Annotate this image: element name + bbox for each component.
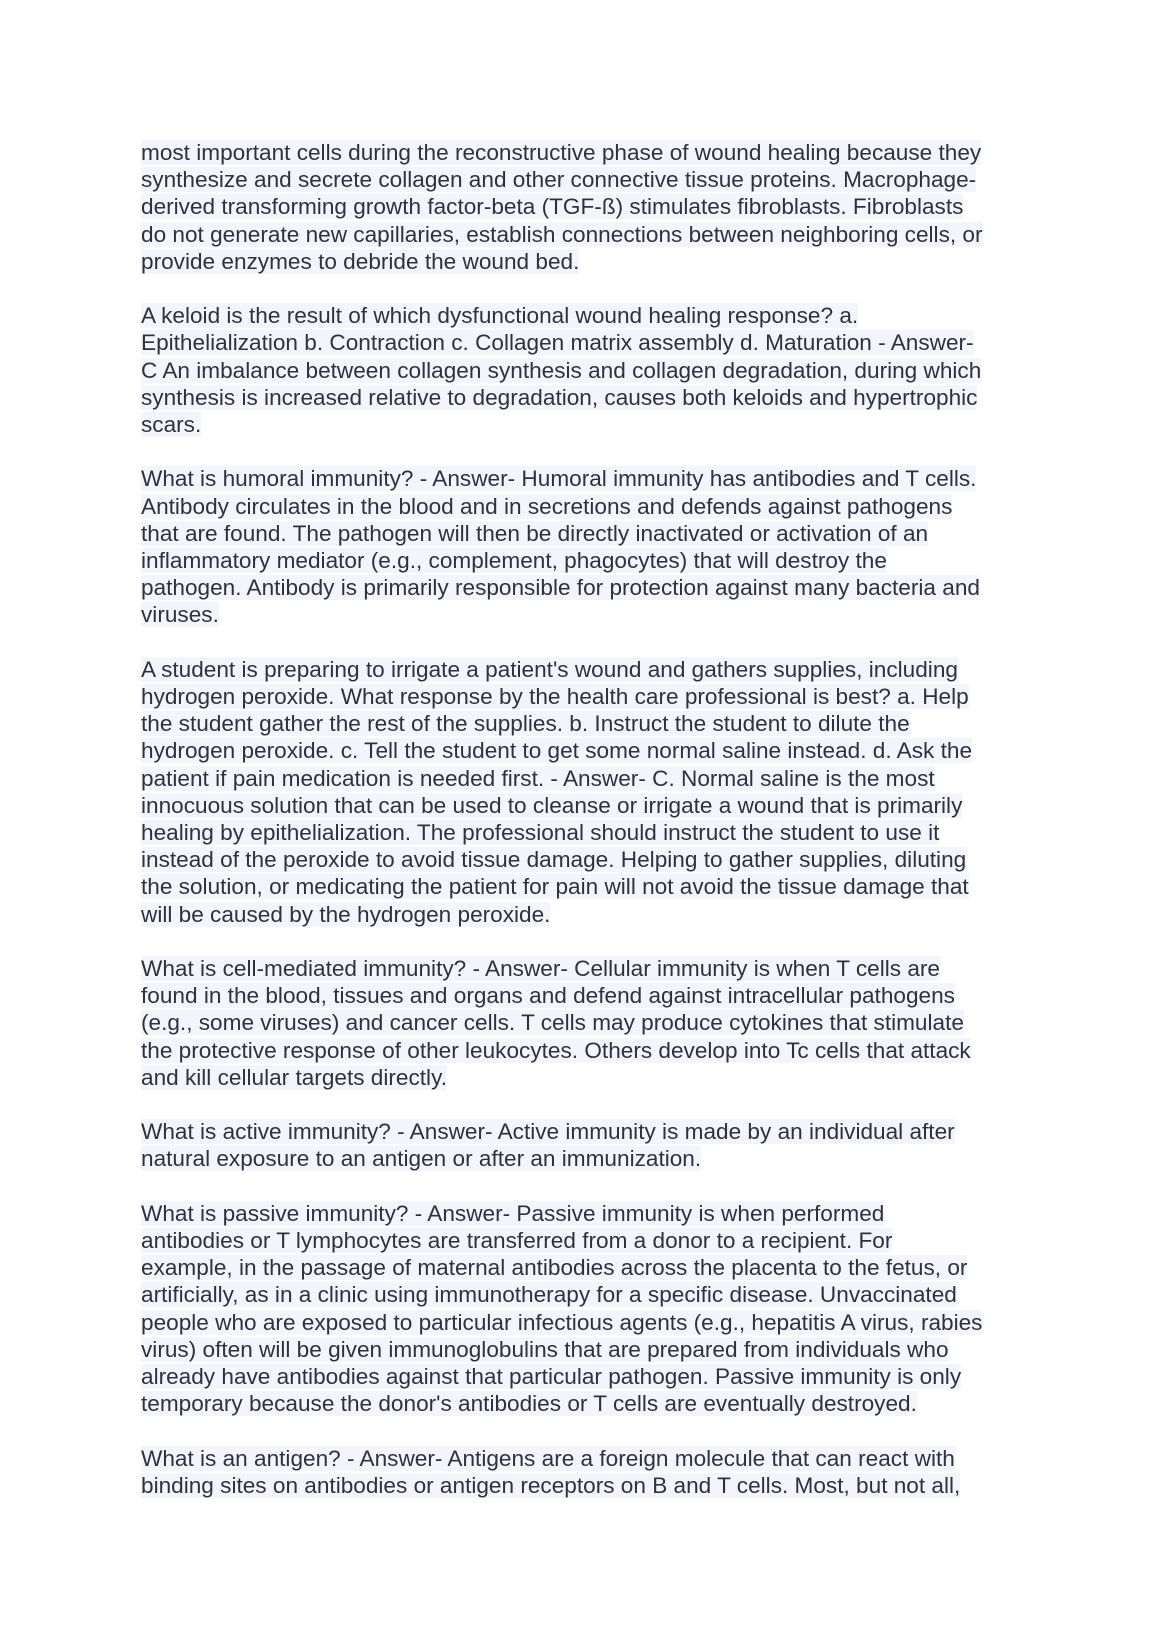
paragraph-wound-irrigation	[141, 656, 1025, 928]
text-line: What is an antigen? - Answer- Antigens are a foreign molecule that can react with	[141, 1445, 955, 1471]
text-line: A student is preparing to irrigate a patient's wound and gathers supplies, including	[141, 656, 958, 682]
paragraph-humoral-immunity	[141, 465, 1025, 628]
text-line: Epithelialization b. Contraction c. Collagen matrix assembly d. Maturation - Answer-	[141, 330, 974, 356]
paragraph-antigen	[141, 1445, 1025, 1499]
text-line: derived transforming growth factor-beta (TGF-ß) stimulates fibroblasts. Fibroblasts	[141, 194, 964, 220]
text-line: inflammatory mediator (e.g., complement, phagocytes) that will destroy the	[141, 548, 887, 574]
text-line: innocuous solution that can be used to cleanse or irrigate a wound that is primarily	[141, 792, 963, 818]
text-line: found in the blood, tissues and organs and defend against intracellular pathogens	[141, 983, 955, 1009]
text-line: What is humoral immunity? - Answer- Humoral immunity has antibodies and T cells.	[141, 466, 977, 492]
paragraph-passive-immunity	[141, 1200, 1025, 1418]
text-line: scars.	[141, 412, 202, 438]
text-line: already have antibodies against that particular pathogen. Passive immunity is only	[141, 1364, 962, 1390]
text-line: patient if pain medication is needed first. - Answer- C. Normal saline is the most	[141, 765, 935, 791]
paragraph-cell-mediated-immunity	[141, 955, 1025, 1091]
text-line: artificially, as in a clinic using immunotherapy for a specific disease. Unvaccinated	[141, 1282, 957, 1308]
text-line: pathogen. Antibody is primarily responsible for protection against many bacteria and	[141, 575, 980, 601]
text-line: A keloid is the result of which dysfunctional wound healing response? a.	[141, 303, 859, 329]
text-line: antibodies or T lymphocytes are transferred from a donor to a recipient. For	[141, 1228, 893, 1254]
paragraph-active-immunity	[141, 1118, 1025, 1172]
text-line: C An imbalance between collagen synthesis and collagen degradation, during which	[141, 357, 982, 383]
text-line: viruses.	[141, 602, 219, 628]
text-line: virus) often will be given immunoglobulins that are prepared from individuals who	[141, 1336, 949, 1362]
text-line: people who are exposed to particular infectious agents (e.g., hepatitis A virus, rabies	[141, 1309, 983, 1335]
text-line: healing by epithelialization. The professional should instruct the student to use it	[141, 820, 940, 846]
text-line: instead of the peroxide to avoid tissue damage. Helping to gather supplies, diluting	[141, 847, 967, 873]
text-line: synthesize and secrete collagen and other connective tissue proteins. Macrophage-	[141, 167, 977, 193]
text-line: temporary because the donor's antibodies or T cells are eventually destroyed.	[141, 1391, 917, 1417]
text-line: do not generate new capillaries, establish connections between neighboring cells, or	[141, 221, 983, 247]
text-line: and kill cellular targets directly.	[141, 1064, 447, 1090]
text-line: (e.g., some viruses) and cancer cells. T cells may produce cytokines that stimulate	[141, 1010, 964, 1036]
text-line: most important cells during the reconstructive phase of wound healing because they	[141, 140, 982, 165]
paragraph-keloid-question	[141, 302, 1025, 438]
document-page	[141, 139, 1025, 1526]
paragraph-fibroblasts	[141, 139, 1025, 275]
text-line: synthesis is increased relative to degradation, causes both keloids and hypertrophic	[141, 384, 978, 410]
text-line: example, in the passage of maternal antibodies across the placenta to the fetus, or	[141, 1255, 968, 1281]
text-line: that are found. The pathogen will then be directly inactivated or activation of an	[141, 520, 929, 546]
text-line: will be caused by the hydrogen peroxide.	[141, 901, 551, 927]
text-line: the student gather the rest of the supplies. b. Instruct the student to dilute the	[141, 711, 910, 737]
text-line: the solution, or medicating the patient for pain will not avoid the tissue damage that	[141, 874, 969, 900]
text-line: natural exposure to an antigen or after an immunization.	[141, 1146, 702, 1172]
text-line: What is active immunity? - Answer- Active immunity is made by an individual after	[141, 1119, 955, 1145]
text-line: What is passive immunity? - Answer- Passive immunity is when performed	[141, 1200, 885, 1226]
text-line: provide enzymes to debride the wound bed.	[141, 248, 580, 274]
text-line: the protective response of other leukocytes. Others develop into Tc cells that attack	[141, 1037, 971, 1063]
text-line: hydrogen peroxide. c. Tell the student to get some normal saline instead. d. Ask the	[141, 738, 973, 764]
text-line: binding sites on antibodies or antigen receptors on B and T cells. Most, but not all,	[141, 1472, 961, 1498]
text-line: hydrogen peroxide. What response by the health care professional is best? a. Help	[141, 684, 969, 710]
text-line: Antibody circulates in the blood and in secretions and defends against pathogens	[141, 493, 953, 519]
text-line: What is cell-mediated immunity? - Answer- Cellular immunity is when T cells are	[141, 956, 940, 982]
